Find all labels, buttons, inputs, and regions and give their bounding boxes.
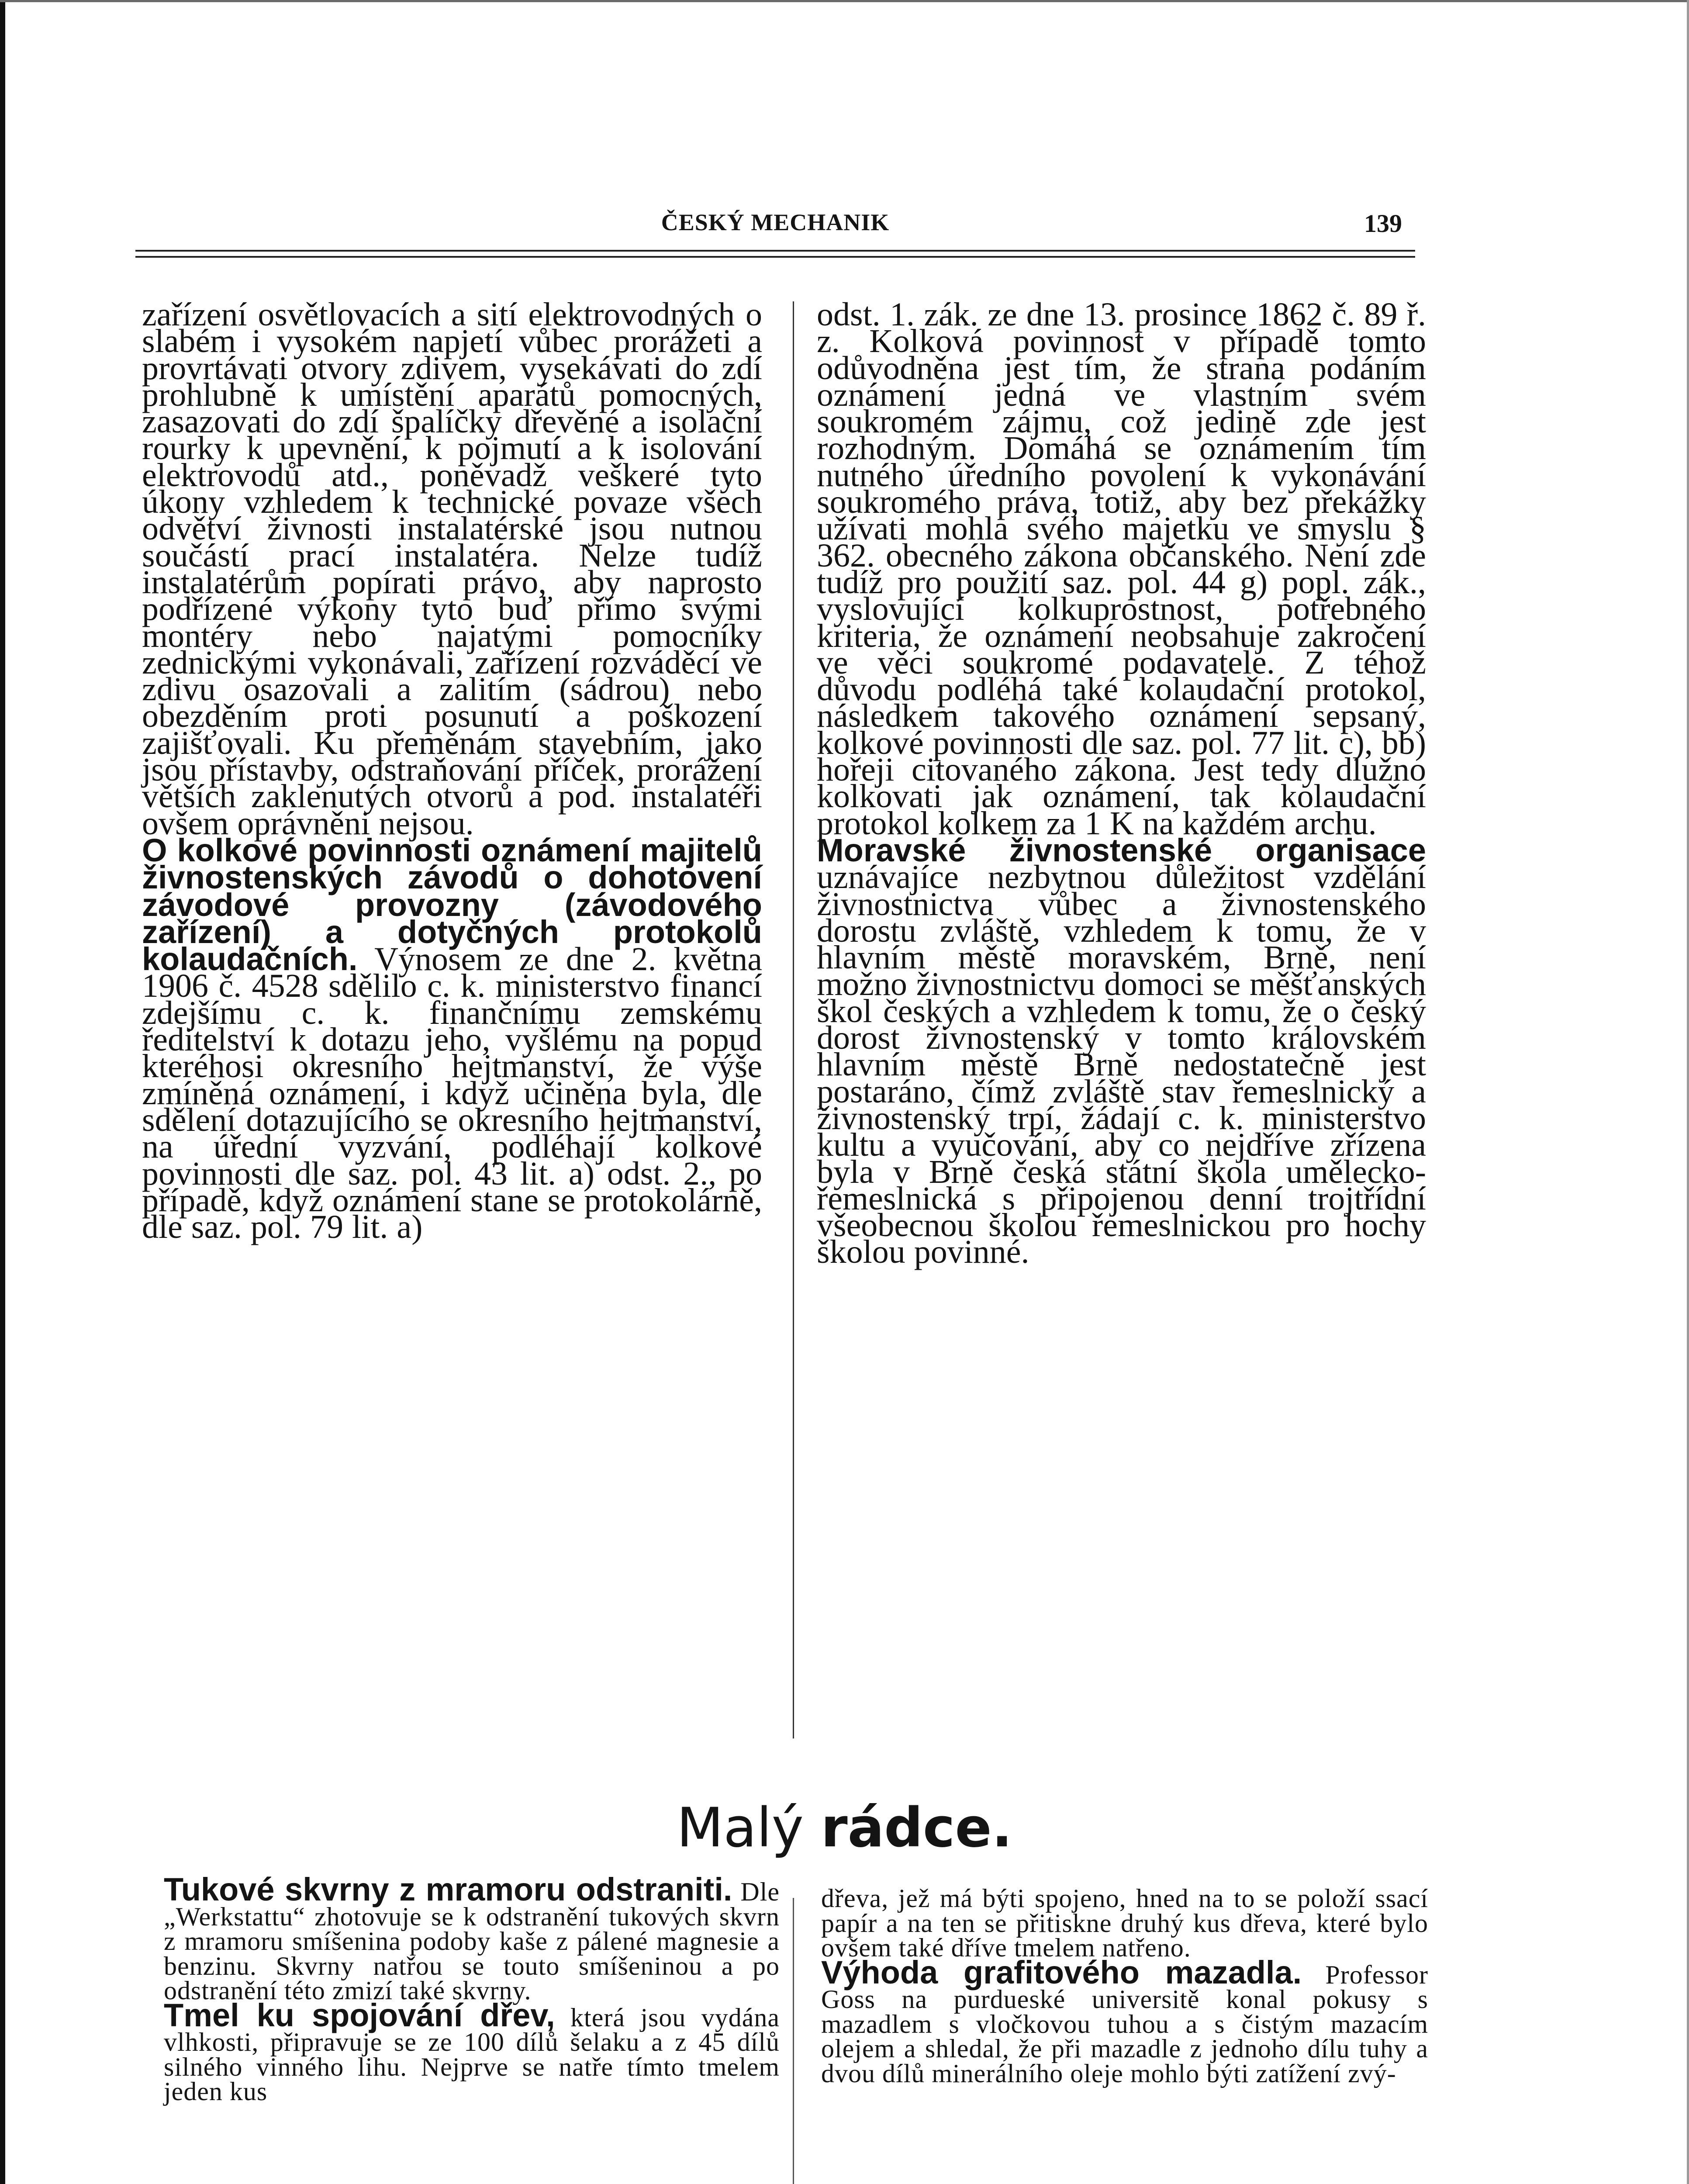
right-article-heading: Moravské živnostenské organisace xyxy=(817,832,1426,868)
left-paragraph-1: zařízení osvětlovacích a sití elektrovodných o slabém i vysokém napjetí vůbec prorážeti a provrtávati otvory zdivem, vysekávati do zdí prohlubně k umístění aparátů pomocných, zasazovati do zdí špalíčky dřevěné a isolační rourky k upevnění, k pojmutí a k isolování elektrovodů atd., poněvadž veškeré tyto úkony vzhledem k technické povaze všech odvětví živnosti instalatérské jsou nutnou součástí prací instalatéra. Nelze tudíž instalatérům popírati právo, aby naprosto podřízené výkony tyto buď přímo svými montéry nebo najatými pomocníky zednickými vykonávali, zařízení rozváděcí ve zdivu osazovali a zalitím (sádrou) nebo obezděním proti posunutí a poškození zajišťovali. Ku přeměnám stavebním, jako jsou přístavby, odstraňování příček, prorážení větších zaklenutých otvorů a pod. instalatéři ovšem oprávněni nejsou. xyxy=(142,296,762,842)
header-rule-bottom xyxy=(135,256,1415,258)
section-title xyxy=(0,1797,1689,1859)
item-heading-grease-stains: Tukové skvrny z mramoru odstraniti. xyxy=(164,1871,732,1908)
left-paragraph-2 xyxy=(142,832,762,1246)
header-rule-top xyxy=(135,250,1415,252)
left-column xyxy=(142,296,762,1246)
item-heading-graphite-lubricant: Výhoda grafitového mazadla. xyxy=(821,1954,1302,1990)
running-header xyxy=(135,209,1415,244)
right-paragraph-1: odst. 1. zák. ze dne 13. prosince 1862 č. 89 ř. z. Kolková povinnost v případě tomto odůvodněna jest tím, že strana podáním oznámení jedná ve vlastním svém soukromém zájmu, což jedině zde jest rozhodným. Domáhá se oznámením tím nutného úředního povolení k vykonávání soukromého práva, totiž, aby bez překážky užívati mohla svého majetku ve smyslu § 362. obecného zákona občanského. Není zde tudíž pro použití saz. pol. 44 g) popl. zák., vyslovující kolkuprostnost, potřebného kriteria, že oznámení neobsahuje zakročení ve věci soukromé podavatele. Z téhož důvodu podléhá také kolaudační protokol, následkem takového oznámení sepsaný, kolkové povinnosti dle saz. pol. 77 lit. c), bb) hořeji citovaného zákona. Jest tedy dlužno kolkovati jak oznámení, tak kolaudační protokol kolkem za 1 K na každém archu. xyxy=(817,296,1426,842)
small-left-column xyxy=(164,1871,780,2106)
small-right-column xyxy=(821,1886,1428,2086)
right-paragraph-2 xyxy=(817,832,1426,1271)
left-article-heading: O kolkové povinnosti oznámení majitelů živnostenských závodů o dohotovení závodové provozny (závodového zařízení) a dotyčných protokolů kolaudačních. xyxy=(142,832,762,978)
column-divider-top xyxy=(793,301,794,1738)
item-text-graphite-lubricant: Professor Goss na purdueské universitě konal pokusy s mazadlem s vločkovou tuhou a s čistým mazacím olejem a shledal, že při mazadle z jednoho dílu tuhy a dvou dílů minerálního oleje mohlo býti zatížení zvý- xyxy=(821,1960,1428,2088)
item-heading-wood-cement: Tmel ku spojování dřev, xyxy=(164,1997,555,2033)
page-number: 139 xyxy=(1364,209,1402,238)
item-text-grease-stains: Dle „Werkstattu“ zhotovuje se k odstranění tukových skvrn z mramoru smíšenina podoby kaše z pálené magnesie a benzinu. Skvrny natřou se touto smíšeninou a po odstranění této zmizí také skvrny. xyxy=(164,1877,780,2005)
right-column xyxy=(817,296,1426,1271)
small-right-item-1: dřeva, jež má býti spojeno, hned na to se položí ssací papír a na ten se přitiskne druhý kus dřeva, které bylo ovšem také dříve tmelem natřeno. xyxy=(821,1884,1428,1962)
item-text-wood-cement: která jsou vydána vlhkosti, připravuje se ze 100 dílů šelaku a z 45 dílů silného vinného lihu. Nejprve se natře tímto tmelem jeden kus xyxy=(164,2003,780,2106)
small-left-item-1 xyxy=(164,1871,780,2005)
scan-top-edge xyxy=(0,0,1689,2)
small-left-item-2 xyxy=(164,1997,780,2106)
right-article-body: uznávajíce nezbytnou důležitost vzdělání živnostnictva vůbec a živnostenského dorostu zvláště, vzhledem k tomu, že v hlavním městě moravském, Brně, není možno živnostnictvu domoci se měšťanských škol českých a vzhledem k tomu, že o český dorost živnostenský v tomto královském hlavním městě Brně nedostatečně jest postaráno, čímž zvláště stav řemeslnický a živnostenský trpí, žádají c. k. ministerstvo kultu a vyučování, aby co nejdříve zřízena byla v Brně česká státní škola umělecko-řemeslnická s připojenou denní trojtřídní všeobecnou školou řemeslnickou pro hochy školou povinné. xyxy=(817,859,1426,1271)
section-title-word-1: Malý xyxy=(677,1797,804,1859)
column-divider-bottom xyxy=(793,1898,794,2184)
journal-title: ČESKÝ MECHANIK xyxy=(661,209,890,235)
section-title-word-2: rádce. xyxy=(821,1797,1012,1859)
left-article-body: Výnosem ze dne 2. května 1906 č. 4528 sdělilo c. k. ministerstvo financí zdejšímu c. k. finančnímu zemskému ředitelství k dotazu jeho, vyšlému na popud kteréhosi okresního hejtmanství, že výše zmíněná oznámení, i když učiněna byla, dle sdělení dotazujícího se okresního hejtmanství, na úřední vyzvání, podléhají kolkové povinnosti dle saz. pol. 43 lit. a) odst. 2., po případě, když oznámení stane se protokolárně, dle saz. pol. 79 lit. a) xyxy=(142,941,762,1246)
small-right-item-2 xyxy=(821,1954,1428,2088)
